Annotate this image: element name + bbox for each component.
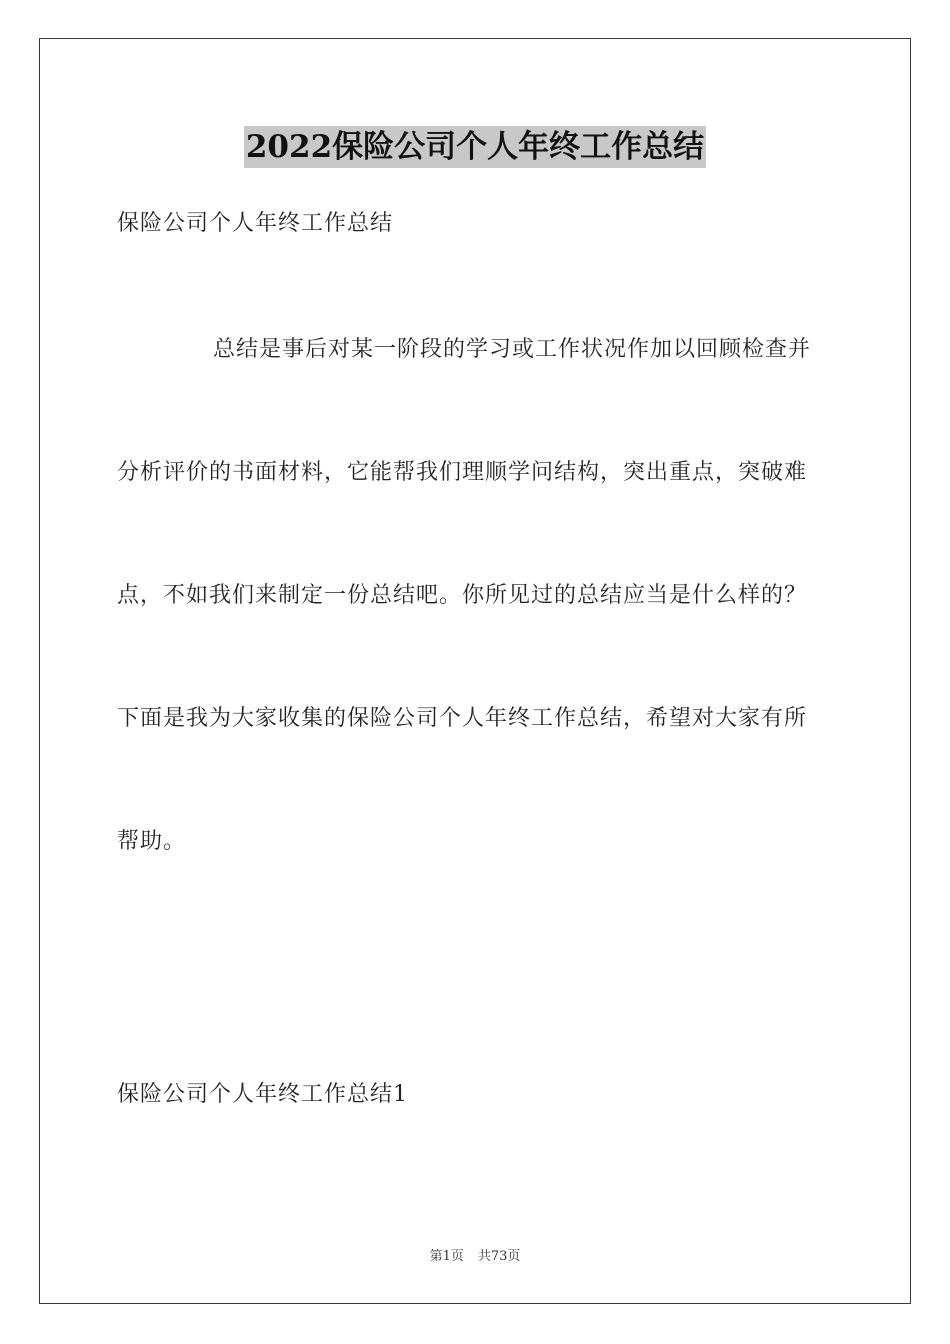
section-heading: 保险公司个人年终工作总结1 bbox=[117, 1082, 408, 1107]
intro-line-3: 点，不如我们来制定一份总结吧。你所见过的总结应当是什么样的？ bbox=[117, 583, 808, 608]
intro-line-5: 帮助。 bbox=[117, 829, 187, 854]
page-number: 第1页 bbox=[429, 1249, 464, 1264]
document-title: 2022保险公司个人年终工作总结 bbox=[244, 126, 706, 168]
page-total: 共73页 bbox=[477, 1249, 521, 1264]
intro-line-2: 分析评价的书面材料，它能帮我们理顺学问结构，突出重点，突破难 bbox=[117, 460, 808, 485]
page-footer bbox=[0, 1248, 950, 1266]
title-wrapper bbox=[0, 126, 950, 168]
intro-line-1: 总结是事后对某一阶段的学习或工作状况作加以回顾检查并 bbox=[213, 337, 812, 362]
document-subtitle: 保险公司个人年终工作总结 bbox=[117, 211, 394, 236]
intro-line-4: 下面是我为大家收集的保险公司个人年终工作总结，希望对大家有所 bbox=[117, 706, 808, 731]
